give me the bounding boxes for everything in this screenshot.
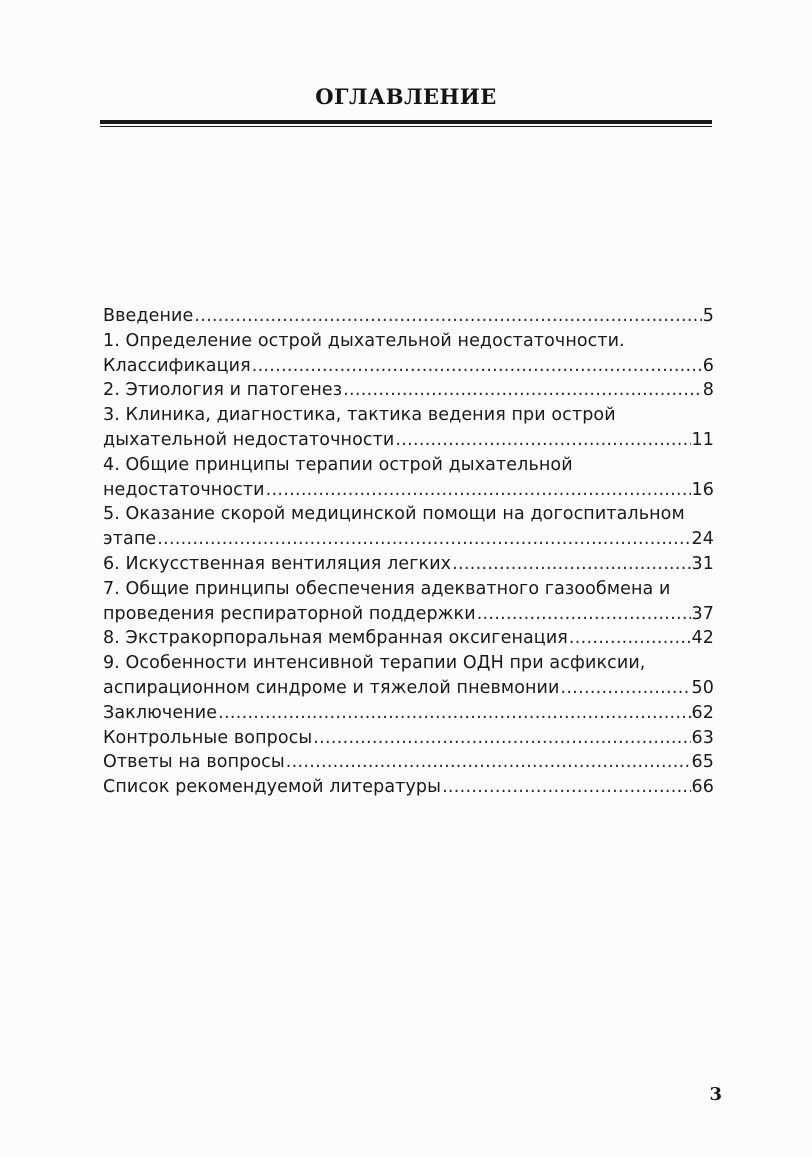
toc-entry-text: аспирационном синдроме и тяжелой пневмонии	[103, 677, 560, 698]
page-number: 3	[709, 1084, 722, 1105]
toc-entry-line	[103, 453, 714, 478]
toc-entry-line	[103, 527, 714, 552]
toc-entry-text: 8. Экстракорпоральная мембранная оксигенация	[103, 628, 568, 649]
toc-page-number: 24	[691, 529, 714, 550]
toc-entry[interactable]	[103, 453, 714, 503]
toc-entry[interactable]	[103, 577, 714, 627]
toc-entry-line	[103, 577, 714, 602]
toc-entry[interactable]	[103, 775, 714, 800]
toc-entry[interactable]	[103, 502, 714, 552]
toc-entry-text: Классификация	[103, 355, 251, 376]
toc-dot-leader	[194, 304, 701, 329]
toc-entry-text: проведения респираторной поддержки	[103, 603, 476, 624]
toc-entry[interactable]	[103, 552, 714, 577]
toc-dot-leader	[395, 428, 690, 453]
toc-entry[interactable]	[103, 750, 714, 775]
toc-entry-text: 1. Определение острой дыхательной недостаточности.	[103, 330, 625, 351]
toc-entry[interactable]	[103, 304, 714, 329]
toc-page-number: 65	[691, 752, 714, 773]
toc-entry-text: Контрольные вопросы	[103, 727, 313, 748]
toc-dot-leader	[286, 750, 691, 775]
toc-entry-line	[103, 651, 714, 676]
toc-dot-leader	[477, 602, 691, 627]
toc-dot-leader	[442, 775, 690, 800]
toc-entry-line	[103, 626, 714, 651]
toc-dot-leader	[266, 478, 691, 503]
toc-entry[interactable]	[103, 651, 714, 701]
toc-dot-leader	[252, 354, 702, 379]
toc-dot-leader	[218, 701, 690, 726]
toc-dot-leader	[343, 378, 702, 403]
toc-entry-line	[103, 304, 714, 329]
toc-dot-leader	[157, 527, 690, 552]
toc-entry-line	[103, 676, 714, 701]
toc-entry[interactable]	[103, 329, 714, 379]
toc-entry-text: 4. Общие принципы терапии острой дыхательной	[103, 454, 573, 475]
toc-entry-line	[103, 354, 714, 379]
toc-page-number: 5	[702, 306, 714, 326]
toc-entry-text: Ответы на вопросы	[103, 752, 285, 773]
toc-entry-line	[103, 329, 714, 354]
toc-entry[interactable]	[103, 626, 714, 651]
toc-page-number: 11	[691, 429, 714, 450]
toc-entry-text: 2. Этиология и патогенез	[103, 380, 343, 401]
title-rule-thin	[100, 126, 712, 127]
toc-entry[interactable]	[103, 701, 714, 726]
toc-entry-line	[103, 701, 714, 726]
title-rule-thick	[100, 120, 712, 124]
toc-entry-line	[103, 378, 714, 403]
toc-entry-line	[103, 403, 714, 428]
toc-entry-line	[103, 478, 714, 503]
toc-entry-line	[103, 602, 714, 627]
toc-entry-text: недостаточности	[103, 479, 265, 500]
table-of-contents	[103, 304, 714, 800]
toc-dot-leader	[452, 552, 690, 577]
toc-entry-line	[103, 502, 714, 527]
toc-page-number: 50	[691, 677, 714, 698]
toc-page-number: 37	[691, 603, 714, 624]
toc-dot-leader	[561, 676, 691, 701]
toc-entry-text: дыхательной недостаточности	[103, 429, 395, 450]
toc-page-number: 63	[691, 727, 714, 748]
toc-entry[interactable]	[103, 726, 714, 751]
toc-entry-text: Введение	[103, 306, 194, 326]
toc-page-number: 16	[691, 479, 714, 500]
toc-entry-line	[103, 750, 714, 775]
toc-entry-text: этапе	[103, 529, 157, 550]
toc-entry-text: 9. Особенности интенсивной терапии ОДН при асфиксии,	[103, 653, 646, 674]
toc-entry-line	[103, 428, 714, 453]
toc-page-number: 62	[691, 702, 714, 723]
toc-page-number: 6	[702, 355, 714, 376]
toc-entry-text: 5. Оказание скорой медицинской помощи на догоспитальном	[103, 504, 685, 525]
toc-entry-text: 7. Общие принципы обеспечения адекватного газообмена и	[103, 578, 671, 599]
toc-dot-leader	[569, 626, 691, 651]
toc-entry-line	[103, 552, 714, 577]
toc-page-number: 31	[691, 553, 714, 574]
toc-dot-leader	[313, 726, 690, 751]
toc-entry-text: Заключение	[103, 702, 218, 723]
toc-entry-text: Список рекомендуемой литературы	[103, 777, 442, 798]
toc-page-number: 66	[691, 777, 714, 798]
toc-entry[interactable]	[103, 378, 714, 403]
toc-entry-line	[103, 726, 714, 751]
toc-page-number: 42	[691, 628, 714, 649]
page-title: ОГЛАВЛЕНИЕ	[315, 84, 497, 109]
toc-entry-text: 6. Искусственная вентиляция легких	[103, 553, 452, 574]
toc-entry-line	[103, 775, 714, 800]
toc-entry-text: 3. Клиника, диагностика, тактика ведения при острой	[103, 405, 616, 426]
toc-entry[interactable]	[103, 403, 714, 453]
toc-page-number: 8	[702, 380, 714, 401]
